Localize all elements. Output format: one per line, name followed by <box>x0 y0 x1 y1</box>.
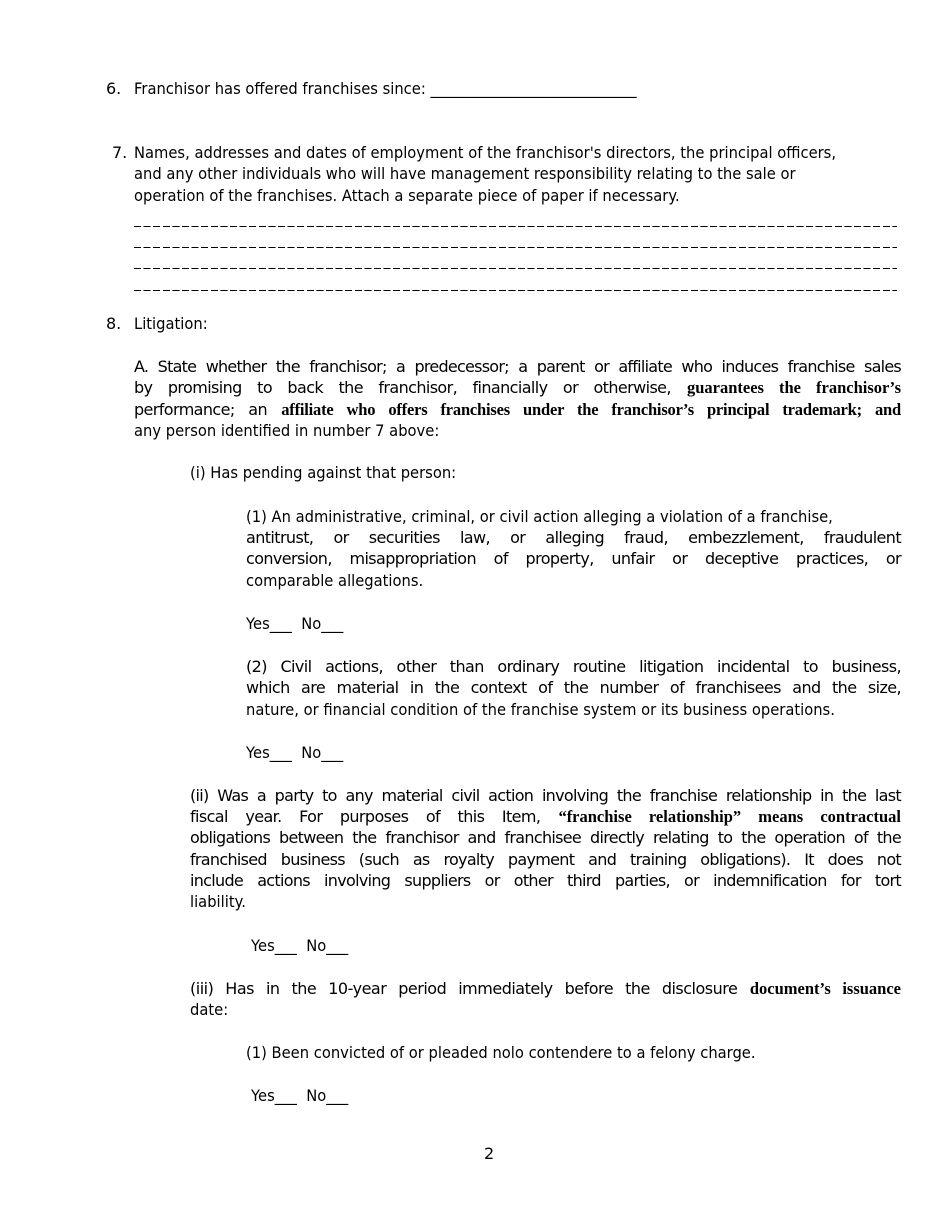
item-8-iii-line-2: date: <box>190 1000 229 1019</box>
item-8-ii-line-5: include actions involving suppliers or other third parties, or indemnification for tort <box>190 871 901 890</box>
item-8-i-2-line-1: (2) Civil actions, other than ordinary routine litigation incidental to business, <box>246 657 901 676</box>
item-8-ii-line-1: (ii) Was a party to any material civil action involving the franchise relationship in the last <box>190 786 901 805</box>
item-8-i-1-line-4: comparable allegations. <box>246 571 424 590</box>
page-number: 2 <box>484 1144 495 1163</box>
item-8-i-2-line-2: which are material in the context of the number of franchisees and the size, <box>246 678 901 697</box>
item-8-i-heading: (i) Has pending against that person: <box>190 463 457 482</box>
item-8a-line-1: A. State whether the franchisor; a predecessor; a parent or affiliate who induces franchise sales <box>134 357 901 376</box>
item-8-iii-1-text: (1) Been convicted of or pleaded nolo contendere to a felony charge. <box>246 1043 756 1062</box>
item-8a-line-3: performance; an affiliate who offers franchises under the franchisor’s principal trademark; and <box>134 400 901 419</box>
item-8-i-1-line-2: antitrust, or securities law, or alleging fraud, embezzlement, fraudulent <box>246 528 901 547</box>
item-7-number: 7. <box>112 143 128 162</box>
item-8a-line-2: by promising to back the franchisor, financially or otherwise, guarantees the franchisor’s <box>134 378 901 397</box>
item-8-ii-line-3: obligations between the franchisor and franchisee directly relating to the operation of the <box>190 828 901 847</box>
item-7-blank-line[interactable] <box>134 290 897 291</box>
item-7-blank-line[interactable] <box>134 268 897 269</box>
item-8-ii-line-4: franchised business (such as royalty payment and training obligations). It does not <box>190 850 901 869</box>
item-8-ii-line-6: liability. <box>190 892 246 911</box>
item-7-line-3: operation of the franchises. Attach a separate piece of paper if necessary. <box>134 186 680 205</box>
item-8a-line-4: any person identified in number 7 above: <box>134 421 440 440</box>
item-8-ii-answer[interactable]: Yes___ No___ <box>251 936 349 955</box>
item-7-line-1: Names, addresses and dates of employment of the franchisor's directors, the principal officers, <box>134 143 837 162</box>
item-6-text: Franchisor has offered franchises since: ____________________________ <box>134 79 637 98</box>
item-8-number: 8. <box>106 314 122 333</box>
item-8-i-1-answer[interactable]: Yes___ No___ <box>246 614 344 633</box>
item-6-number: 6. <box>106 79 122 98</box>
item-8-iii-line-1: (iii) Has in the 10-year period immediately before the disclosure document’s issuance <box>190 979 901 998</box>
item-8-iii-1-answer[interactable]: Yes___ No___ <box>251 1086 349 1105</box>
item-7-line-2: and any other individuals who will have management responsibility relating to the sale or <box>134 164 796 183</box>
item-7-blank-line[interactable] <box>134 226 897 227</box>
item-6-question <box>134 79 680 98</box>
item-8-i-1-line-1: (1) An administrative, criminal, or civil action alleging a violation of a franchise, <box>246 507 833 526</box>
item-8-ii-line-2: fiscal year. For purposes of this Item, “franchise relationship” means contractual <box>190 807 901 826</box>
item-8-i-2-answer[interactable]: Yes___ No___ <box>246 743 344 762</box>
item-7-blank-line[interactable] <box>134 247 897 248</box>
item-8-i-1-line-3: conversion, misappropriation of property, unfair or deceptive practices, or <box>246 549 901 568</box>
item-8-i-2-line-3: nature, or financial condition of the franchise system or its business operations. <box>246 700 835 719</box>
item-8-title: Litigation: <box>134 314 208 333</box>
